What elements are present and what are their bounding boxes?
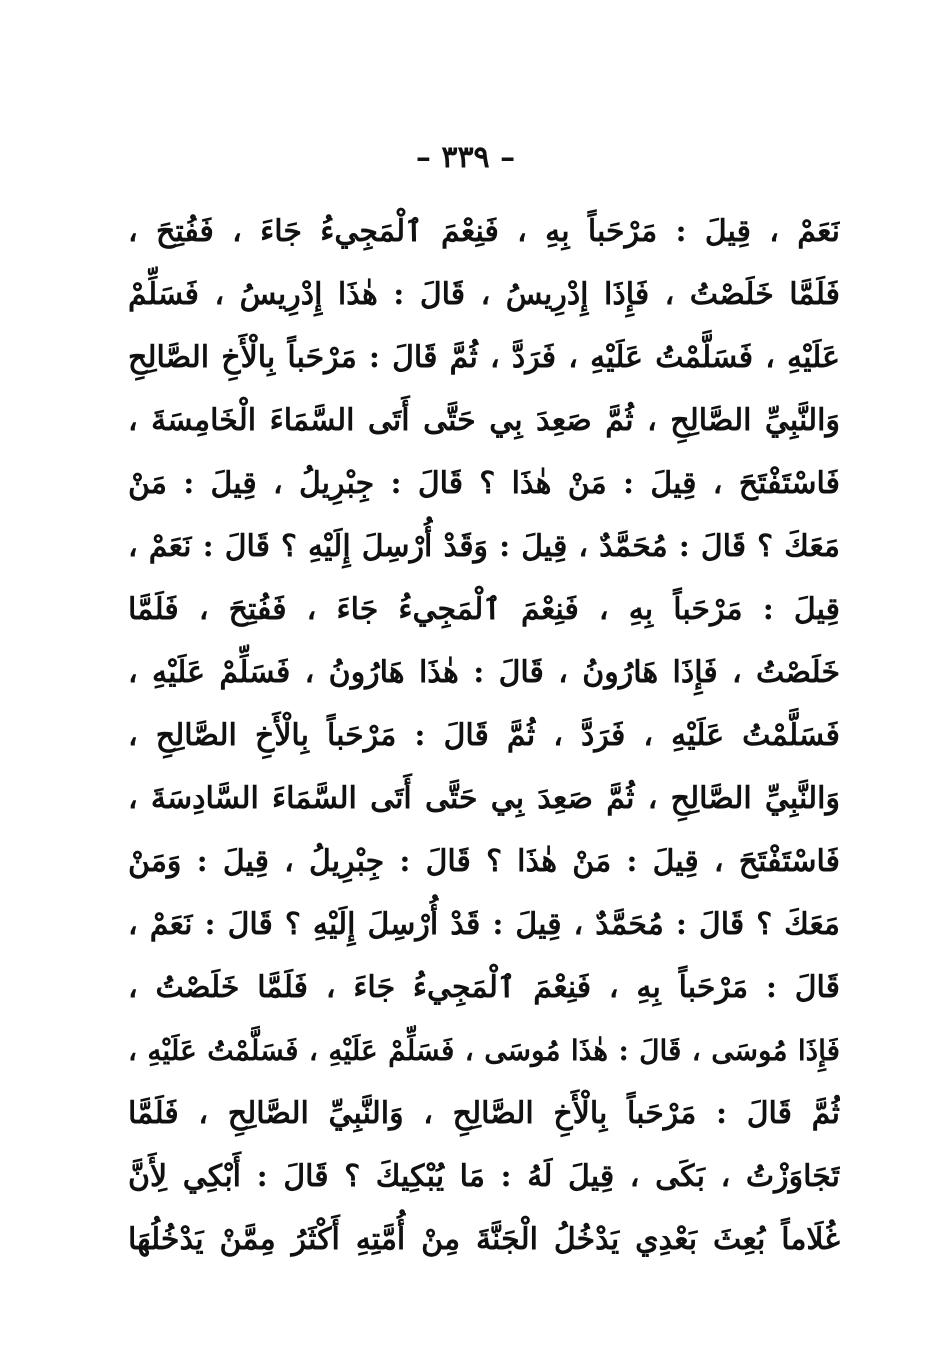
text-line: تَجَاوَزْتُ ، بَكَى ، قِيلَ لَهُ : مَا يُبْكِيكَ ؟ قَالَ : أَبْكِي لِأَنَّ: [128, 1159, 840, 1194]
text-line: غُلَاماً بُعِثَ بَعْدِي يَدْخُلُ الْجَنَّةَ مِنْ أُمَّتِهِ أَكْثَرُ مِمَّنْ يَدْخُلُهَا: [128, 1222, 840, 1257]
text-line: ثُمَّ قَالَ : مَرْحَباً بِالْأَخِ الصَّالِحِ ، وَالنَّبِيِّ الصَّالِحِ ، فَلَمَّا: [128, 1096, 840, 1131]
text-line: فَلَمَّا خَلَصْتُ ، فَإِذَا إِدْرِيسُ ، قَالَ : هٰذَا إِدْرِيسُ ، فَسَلِّمْ: [128, 277, 840, 312]
text-line: وَالنَّبِيِّ الصَّالِحِ ، ثُمَّ صَعِدَ بِي حَتَّى أَتَى السَّمَاءَ السَّادِسَةَ ،: [128, 781, 840, 816]
text-line: خَلَصْتُ ، فَإِذَا هَارُونُ ، قَالَ : هٰذَا هَارُونُ ، فَسَلِّمْ عَلَيْهِ ،: [128, 655, 840, 690]
text-body: [128, 200, 840, 1271]
text-line: وَالنَّبِيِّ الصَّالِحِ ، ثُمَّ صَعِدَ بِي حَتَّى أَتَى السَّمَاءَ الْخَامِسَةَ ،: [128, 403, 840, 438]
text-line: فَاسْتَفْتَحَ ، قِيلَ : مَنْ هٰذَا ؟ قَالَ : جِبْرِيلُ ، قِيلَ : مَنْ: [128, 466, 840, 501]
text-line: مَعَكَ ؟ قَالَ : مُحَمَّدٌ ، قِيلَ : وَقَدْ أُرْسِلَ إِلَيْهِ ؟ قَالَ : نَعَمْ ،: [128, 529, 840, 564]
text-line: فَاسْتَفْتَحَ ، قِيلَ : مَنْ هٰذَا ؟ قَالَ : جِبْرِيلُ ، قِيلَ : وَمَنْ: [128, 844, 840, 879]
text-line: مَعَكَ ؟ قَالَ : مُحَمَّدٌ ، قِيلَ : قَدْ أُرْسِلَ إِلَيْهِ ؟ قَالَ : نَعَمْ ،: [128, 907, 840, 942]
text-line: قِيلَ : مَرْحَباً بِهِ ، فَنِعْمَ ٱلْمَجِيءُ جَاءَ ، فَفُتِحَ ، فَلَمَّا: [128, 592, 840, 627]
text-line: فَسَلَّمْتُ عَلَيْهِ ، فَرَدَّ ، ثُمَّ قَالَ : مَرْحَباً بِالْأَخِ الصَّالِحِ ،: [128, 718, 840, 753]
text-line: قَالَ : مَرْحَباً بِهِ ، فَنِعْمَ ٱلْمَجِيءُ جَاءَ ، فَلَمَّا خَلَصْتُ ،: [128, 970, 840, 1005]
text-line: نَعَمْ ، قِيلَ : مَرْحَباً بِهِ ، فَنِعْمَ ٱلْمَجِيءُ جَاءَ ، فَفُتِحَ ،: [128, 214, 840, 249]
text-line: فَإِذَا مُوسَى ، قَالَ : هٰذَا مُوسَى ، فَسَلِّمْ عَلَيْهِ ، فَسَلَّمْتُ عَلَيْهِ ،: [128, 1034, 840, 1067]
text-line: عَلَيْهِ ، فَسَلَّمْتُ عَلَيْهِ ، فَرَدَّ ، ثُمَّ قَالَ : مَرْحَباً بِالْأَخِ الصَّالِحِ: [128, 340, 840, 375]
page-number: – ٣٣٩ –: [415, 140, 516, 175]
